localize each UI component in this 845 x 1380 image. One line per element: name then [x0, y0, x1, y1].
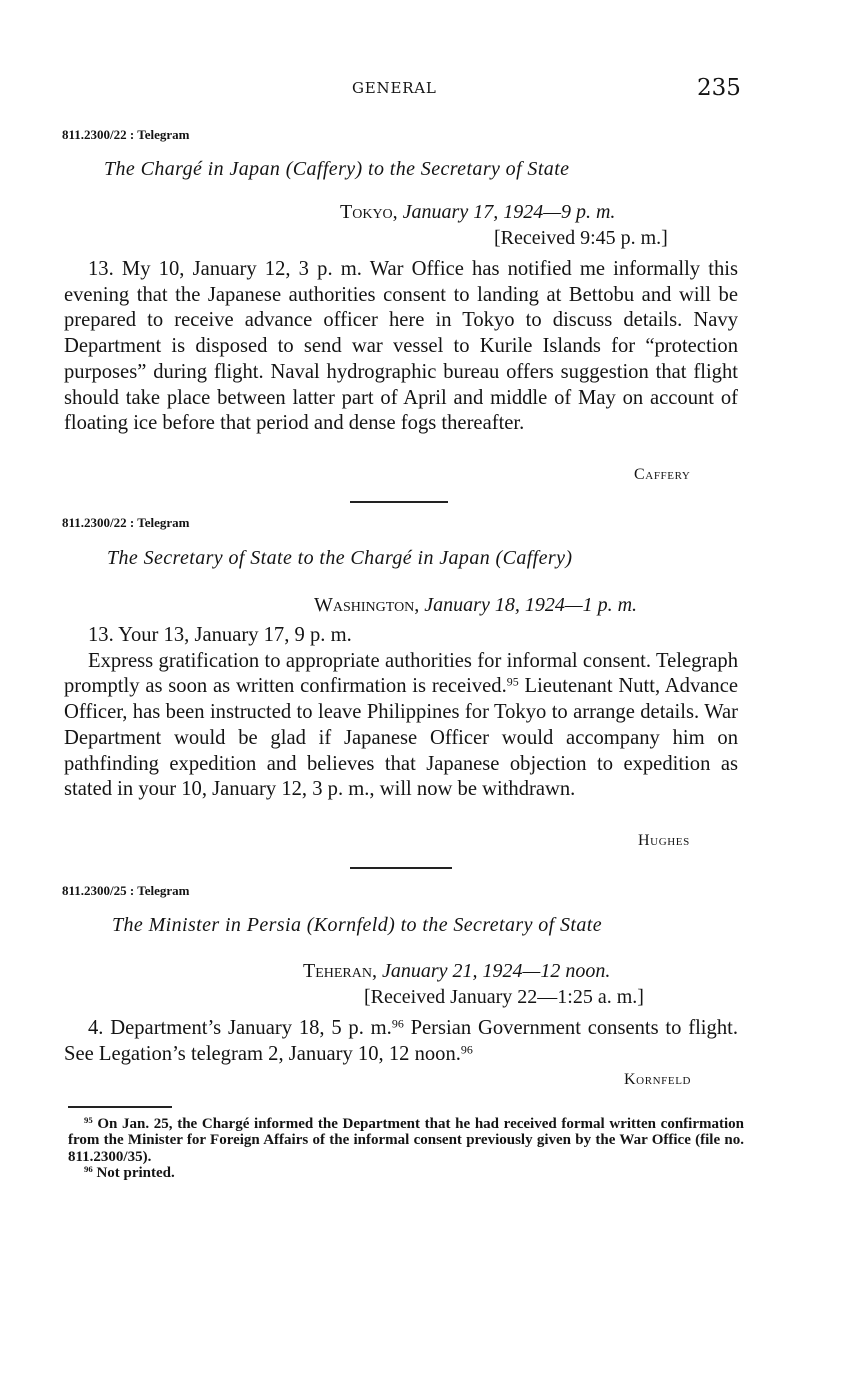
received-note: [Received 9:45 p. m.]: [494, 227, 668, 249]
section-divider: [350, 867, 452, 869]
footnote-rule: [68, 1106, 172, 1108]
telegram-body: [64, 1016, 738, 1067]
dateline-place: Teheran,: [303, 960, 377, 982]
dateline-datetime: January 18, 1924—1 p. m.: [424, 594, 638, 616]
dateline: [303, 960, 610, 983]
telegram-number: 4.: [88, 1017, 104, 1039]
telegram-number: 13.: [88, 258, 114, 280]
running-head: GENERAL: [352, 79, 437, 97]
telegram-text: Department’s January 18, 5 p. m.: [110, 1017, 392, 1039]
footnote-marker: 96: [391, 1016, 404, 1031]
document-heading: The Secretary of State to the Chargé in Japan (Caffery): [107, 547, 573, 569]
document-heading: The Minister in Persia (Kornfeld) to the Secretary of State: [112, 914, 603, 936]
file-reference: 811.2300/22 : Telegram: [62, 515, 190, 530]
footnote-text: Not printed.: [96, 1164, 175, 1181]
dateline: [314, 594, 637, 617]
dateline-datetime: January 21, 1924—12 noon.: [382, 960, 611, 982]
footnote-number: 96: [84, 1164, 93, 1175]
footnotes: [68, 1116, 744, 1181]
dateline-datetime: January 17, 1924—9 p. m.: [402, 201, 616, 223]
dateline-place: Washington,: [314, 594, 420, 616]
telegram-text: Lieutenant Nutt, Advance Officer, has been instructed to leave Philippines for Tokyo to arrange details. War Department would be glad if Japanese Officer would accompany him on pathfinding expedition and believes that Japanese objection to expedition as stated in your 10, January 12, 3 p. m., will now be withdrawn.: [64, 675, 738, 801]
footnote: [68, 1165, 744, 1181]
telegram-number: 13.: [88, 624, 114, 646]
dateline: [340, 201, 615, 224]
file-reference: 811.2300/22 : Telegram: [62, 127, 190, 142]
footnote-number: 95: [84, 1115, 93, 1126]
footnote-marker: 96: [460, 1042, 473, 1057]
page-number: 235: [697, 75, 741, 101]
file-reference: 811.2300/25 : Telegram: [62, 883, 190, 898]
telegram-text: My 10, January 12, 3 p. m. War Office has notified me informally this evening that the Japanese authorities consent to landing at Bettobu and will be prepared to receive advance officer here in Tokyo to discuss details. Navy Department is disposed to send war vessel to Kurile Islands for “protection purposes” during flight. Naval hydrographic bureau offers suggestion that flight should take place between latter part of April and middle of May on account of floating ice before that period and dense fogs thereafter.: [64, 258, 738, 435]
telegram-text: Persian Government consents to flight. See Legation’s telegram 2, January 10, 12 noon.: [64, 1017, 738, 1065]
dateline-place: Tokyo,: [340, 201, 398, 223]
signature: Hughes: [638, 832, 690, 849]
signature: Caffery: [634, 466, 691, 483]
telegram-text: Your 13, January 17, 9 p. m.: [118, 624, 352, 646]
footnote-text: On Jan. 25, the Chargé informed the Department that he had received formal written confirmation from the Minister for Foreign Affairs of the informal consent previously given by the War Office (file no. 811.2300/35).: [68, 1116, 745, 1165]
telegram-body: [64, 623, 738, 803]
footnote: [68, 1116, 744, 1165]
received-note: [Received January 22—1:25 a. m.]: [364, 986, 644, 1008]
telegram-body: [64, 257, 738, 437]
footnote-marker: 95: [506, 674, 519, 689]
document-heading: The Chargé in Japan (Caffery) to the Secretary of State: [104, 158, 570, 180]
section-divider: [350, 501, 448, 503]
telegram-text: Express gratification to appropriate authorities for informal consent. Telegraph promptly as soon as written confirmation is received.: [64, 649, 738, 698]
signature: Kornfeld: [624, 1071, 692, 1088]
